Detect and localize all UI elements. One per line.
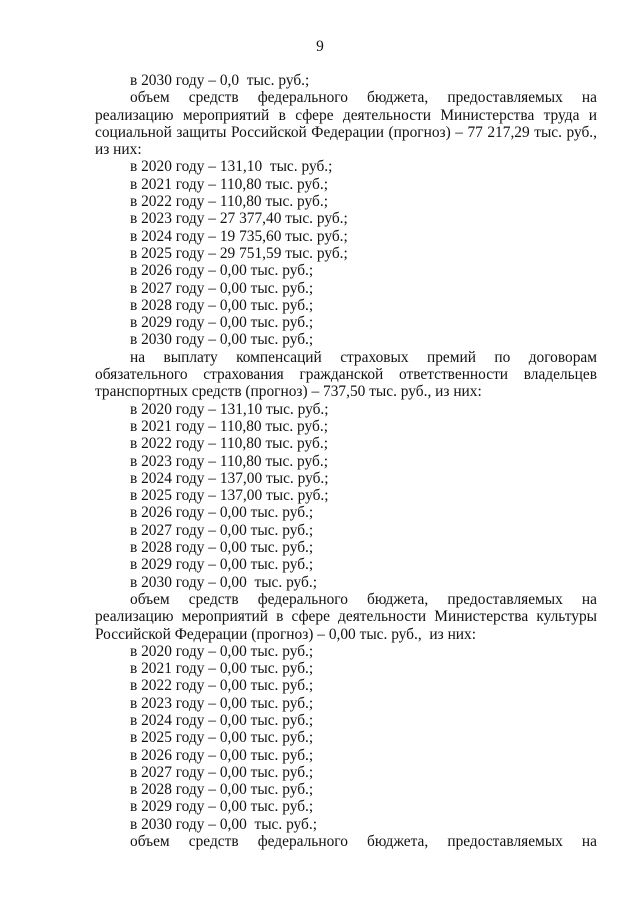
- text-line: в 2020 году – 131,10 тыс. руб.;: [130, 158, 333, 176]
- text-line: в 2029 году – 0,00 тыс. руб.;: [130, 314, 314, 332]
- text-line: в 2029 году – 0,00 тыс. руб.;: [130, 798, 314, 816]
- text-line: в 2023 году – 27 377,40 тыс. руб.;: [130, 210, 348, 228]
- text-line: в 2027 году – 0,00 тыс. руб.;: [130, 521, 314, 539]
- text-line: в 2030 году – 0,0 тыс. руб.;: [130, 72, 310, 89]
- text-line: в 2021 году – 110,80 тыс. руб.;: [130, 417, 328, 435]
- text-line: в 2020 году – 0,00 тыс. руб.;: [130, 642, 314, 660]
- text-line: в 2020 году – 131,10 тыс. руб.;: [130, 400, 329, 418]
- text-line: в 2030 году – 0,00 тыс. руб.;: [130, 815, 318, 833]
- text-line: объем средств федерального бюджета, предоставляемых на: [130, 590, 597, 608]
- text-line: транспортных средств (прогноз) – 737,50 тыс. руб., из них:: [95, 383, 482, 401]
- text-line: в 2028 году – 0,00 тыс. руб.;: [130, 296, 314, 314]
- text-line: реализацию мероприятий в сфере деятельности Министерства культуры: [95, 608, 597, 626]
- text-line: в 2029 году – 0,00 тыс. руб.;: [130, 556, 314, 574]
- page-number: 9: [316, 38, 324, 55]
- text-line: в 2030 году – 0,00 тыс. руб.;: [130, 331, 314, 349]
- text-line: в 2025 году – 137,00 тыс. руб.;: [130, 487, 329, 505]
- text-line: в 2025 году – 29 751,59 тыс. руб.;: [130, 244, 348, 262]
- text-line: на выплату компенсаций страховых премий по договорам: [130, 348, 597, 366]
- text-line: в 2022 году – 110,80 тыс. руб.;: [130, 435, 328, 453]
- text-line: в 2027 году – 0,00 тыс. руб.;: [130, 279, 314, 297]
- text-line: в 2027 году – 0,00 тыс. руб.;: [130, 763, 314, 781]
- text-line: в 2022 году – 110,80 тыс. руб.;: [130, 193, 328, 211]
- text-line: в 2028 году – 0,00 тыс. руб.;: [130, 781, 314, 799]
- text-line: в 2021 году – 110,80 тыс. руб.;: [130, 175, 328, 193]
- text-line: из них:: [95, 141, 142, 159]
- text-line: в 2024 году – 137,00 тыс. руб.;: [130, 469, 329, 487]
- text-line: реализацию мероприятий в сфере деятельности Министерства труда и: [95, 106, 597, 124]
- text-line: объем средств федерального бюджета, предоставляемых на: [130, 89, 597, 107]
- text-line: в 2026 году – 0,00 тыс. руб.;: [130, 504, 314, 522]
- text-line: в 2024 году – 19 735,60 тыс. руб.;: [130, 227, 348, 245]
- text-line: объем средств федерального бюджета, предоставляемых на: [130, 833, 597, 851]
- text-line: в 2024 году – 0,00 тыс. руб.;: [130, 711, 314, 729]
- text-line: в 2030 году – 0,00 тыс. руб.;: [130, 573, 318, 591]
- text-line: социальной защиты Российской Федерации (прогноз) – 77 217,29 тыс. руб.,: [95, 123, 597, 141]
- text-line: в 2026 году – 0,00 тыс. руб.;: [130, 746, 314, 764]
- text-line: в 2023 году – 0,00 тыс. руб.;: [130, 694, 314, 712]
- text-line: в 2026 году – 0,00 тыс. руб.;: [130, 262, 314, 280]
- text-line: в 2025 году – 0,00 тыс. руб.;: [130, 729, 314, 747]
- document-body: [95, 72, 597, 850]
- text-line: в 2028 году – 0,00 тыс. руб.;: [130, 539, 314, 557]
- text-line: в 2022 году – 0,00 тыс. руб.;: [130, 677, 314, 695]
- text-line: Российской Федерации (прогноз) – 0,00 тыс. руб., из них:: [95, 625, 477, 643]
- text-line: в 2021 году – 0,00 тыс. руб.;: [130, 660, 314, 678]
- text-line: обязательного страхования гражданской ответственности владельцев: [95, 366, 597, 384]
- text-line: в 2023 году – 110,80 тыс. руб.;: [130, 452, 328, 470]
